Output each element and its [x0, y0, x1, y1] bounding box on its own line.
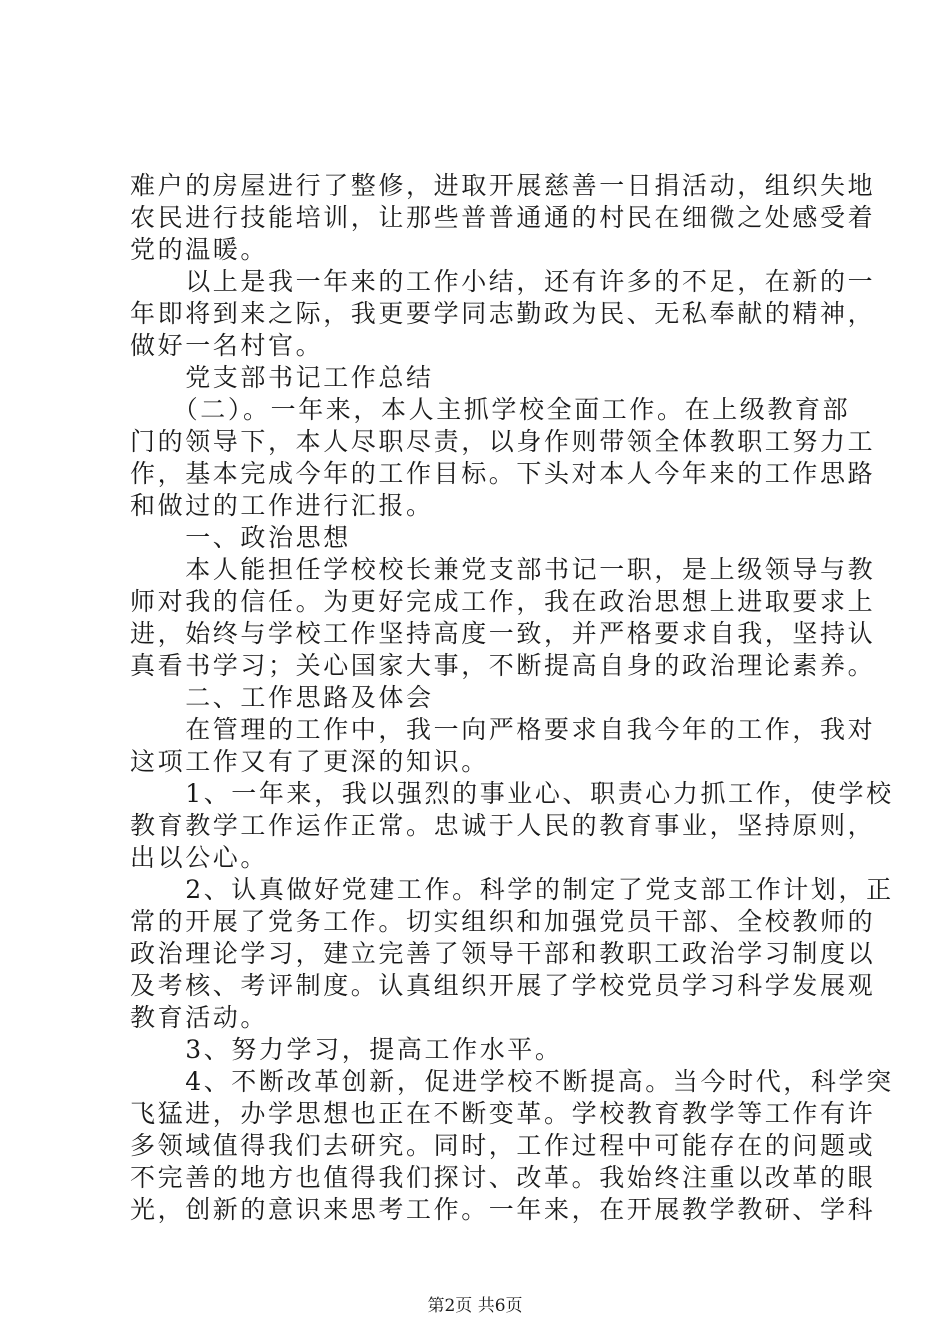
- text-line: 本人能担任学校校长兼党支部书记一职，是上级领导与教: [130, 555, 876, 584]
- text-line: 多领域值得我们去研究。同时，工作过程中可能存在的问题或: [130, 1131, 876, 1160]
- text-line: 师对我的信任。为更好完成工作，我在政治思想上进取要求上: [130, 587, 876, 616]
- body-text: [130, 170, 894, 1226]
- text-line: 教育活动。: [130, 1003, 269, 1032]
- text-line: （二）。一年来，本人主抓学校全面工作。在上级教育部: [130, 395, 851, 424]
- text-line: 3、努力学习，提高工作水平。: [130, 1035, 563, 1064]
- text-line: 在管理的工作中，我一向严格要求自我今年的工作，我对: [130, 715, 876, 744]
- text-line: 做好一名村官。: [130, 331, 324, 360]
- text-line: 出以公心。: [130, 843, 269, 872]
- text-line: 教育教学工作运作正常。忠诚于人民的教育事业，坚持原则，: [130, 811, 876, 840]
- section-title: 党支部书记工作总结: [130, 363, 434, 392]
- text-line: 及考核、考评制度。认真组织开展了学校党员学习科学发展观: [130, 971, 876, 1000]
- text-line: 飞猛进，办学思想也正在不断变革。学校教育教学等工作有许: [130, 1099, 876, 1128]
- section-heading: 一、政治思想: [130, 523, 351, 552]
- text-line: 作，基本完成今年的工作目标。下头对本人今年来的工作思路: [130, 459, 876, 488]
- text-line: 党的温暖。: [130, 235, 269, 264]
- text-line: 1、一年来，我以强烈的事业心、职责心力抓工作，使学校: [130, 779, 894, 808]
- text-line: 政治理论学习，建立完善了领导干部和教职工政治学习制度以: [130, 939, 876, 968]
- text-line: 年即将到来之际，我更要学同志勤政为民、无私奉献的精神，: [130, 299, 876, 328]
- page-footer: 第2页 共6页: [427, 1296, 523, 1316]
- text-line: 2、认真做好党建工作。科学的制定了党支部工作计划，正: [130, 875, 894, 904]
- text-line: 以上是我一年来的工作小结，还有许多的不足，在新的一: [130, 267, 876, 296]
- text-line: 和做过的工作进行汇报。: [130, 491, 434, 520]
- text-line: 不完善的地方也值得我们探讨、改革。我始终注重以改革的眼: [130, 1163, 876, 1192]
- text-line: 农民进行技能培训，让那些普普通通的村民在细微之处感受着: [130, 203, 876, 232]
- text-line: 这项工作又有了更深的知识。: [130, 747, 489, 776]
- text-line: 进，始终与学校工作坚持高度一致，并严格要求自我，坚持认: [130, 619, 876, 648]
- text-line: 门的领导下，本人尽职尽责，以身作则带领全体教职工努力工: [130, 427, 876, 456]
- text-line: 常的开展了党务工作。切实组织和加强党员干部、全校教师的: [130, 907, 876, 936]
- text-line: 光，创新的意识来思考工作。一年来，在开展教学教研、学科: [130, 1195, 876, 1224]
- text-line: 难户的房屋进行了整修，进取开展慈善一日捐活动，组织失地: [130, 171, 876, 200]
- text-line: 4、不断改革创新，促进学校不断提高。当今时代，科学突: [130, 1067, 894, 1096]
- text-line: 真看书学习；关心国家大事，不断提高自身的政治理论素养。: [130, 651, 876, 680]
- section-heading: 二、工作思路及体会: [130, 683, 434, 712]
